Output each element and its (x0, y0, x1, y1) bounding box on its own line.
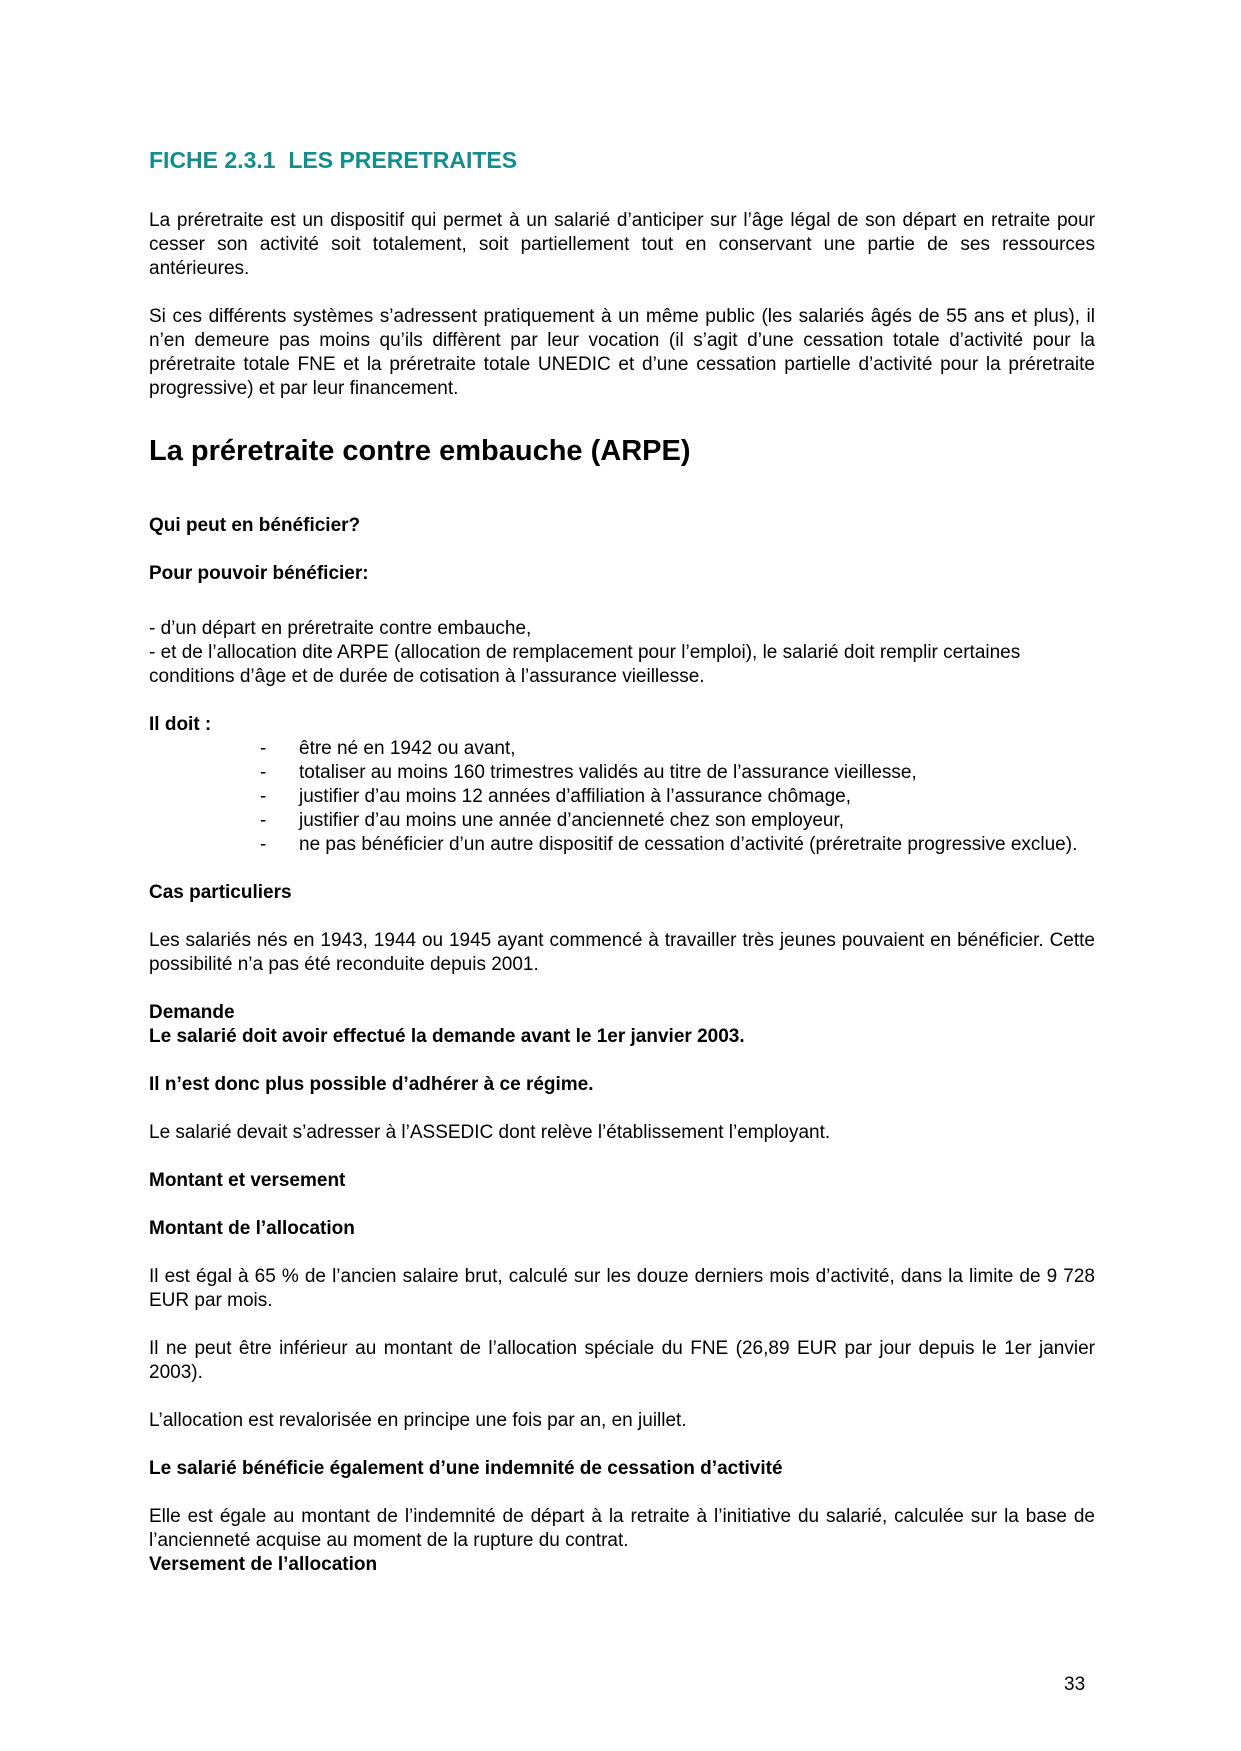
list-item (149, 737, 1095, 761)
fiche-title: FICHE 2.3.1 LES PRERETRAITES (149, 147, 518, 173)
list-item (149, 809, 1095, 833)
montant-text-2: Il ne peut être inférieur au montant de l’allocation spéciale du FNE (26,89 EUR par jour depuis le 1er janvier 2003). (149, 1338, 1095, 1383)
condition-line: - et de l’allocation dite ARPE (allocation de remplacement pour l’emploi), le salarié doit remplir certaines conditions d’âge et de durée de cotisation à l’assurance vieillesse. (149, 642, 1021, 687)
montant-text-3: L’allocation est revalorisée en principe une fois par an, en juillet. (149, 1410, 687, 1431)
montant-text-1: Il est égal à 65 % de l’ancien salaire brut, calculé sur les douze derniers mois d’activité, dans la limite de 9 728 EUR par mois. (149, 1266, 1095, 1311)
requirement-text: justifier d’au moins 12 années d’affiliation à l’assurance chômage, (299, 786, 852, 807)
intro-paragraph-1: La préretraite est un dispositif qui permet à un salarié d’anticiper sur l’âge légal de son départ en retraite pour cesser son activité soit totalement, soit partiellement tout en conservant une partie de ses ressources antérieures. (149, 210, 1095, 279)
bullet-dash: - (260, 762, 267, 783)
requirement-text: être né en 1942 ou avant, (299, 738, 516, 759)
condition-line: - d’un départ en préretraite contre embauche, (149, 618, 532, 639)
cas-particuliers-heading: Cas particuliers (149, 882, 292, 903)
list-item (149, 833, 1095, 857)
plus-possible-text: Il n’est donc plus possible d’adhérer à ce régime. (149, 1074, 594, 1095)
versement-allocation-heading: Versement de l’allocation (149, 1554, 378, 1575)
intro-paragraph-2: Si ces différents systèmes s’adressent pratiquement à un même public (les salariés âgés de 55 ans et plus), il n’en demeure pas moins qu’ils diffèrent par leur vocation (il s’agit d’une cessation totale d’activité pour la préretraite totale FNE et la préretraite totale UNEDIC et d’une cessation partielle d’activité pour la préretraite progressive) et par leur financement. (149, 306, 1095, 399)
requirement-text: totaliser au moins 160 trimestres validés au titre de l’assurance vieillesse, (299, 762, 917, 783)
qui-peut-heading: Qui peut en bénéficier? (149, 515, 361, 536)
montant-allocation-heading: Montant de l’allocation (149, 1218, 355, 1239)
requirement-text: ne pas bénéficier d’un autre dispositif de cessation d’activité (préretraite progressive exclue). (299, 834, 1078, 855)
list-item (149, 761, 1095, 785)
montant-versement-heading: Montant et versement (149, 1170, 346, 1191)
bullet-dash: - (260, 786, 267, 807)
indemnite-heading: Le salarié bénéficie également d’une indemnité de cessation d’activité (149, 1458, 783, 1479)
demande-heading: Demande (149, 1002, 235, 1023)
bullet-dash: - (260, 738, 267, 759)
bullet-dash: - (260, 810, 267, 831)
indemnite-text: Elle est égale au montant de l’indemnité de départ à la retraite à l’initiative du salarié, calculée sur la base de l’ancienneté acquise au moment de la rupture du contrat. (149, 1506, 1095, 1551)
pour-pouvoir-heading: Pour pouvoir bénéficier: (149, 563, 369, 584)
requirement-text: justifier d’au moins une année d’ancienneté chez son employeur, (299, 810, 845, 831)
page-number: 33 (1064, 1674, 1086, 1695)
list-item (149, 785, 1095, 809)
section-title: La préretraite contre embauche (ARPE) (149, 435, 691, 467)
cas-particuliers-text: Les salariés nés en 1943, 1944 ou 1945 ayant commencé à travailler très jeunes pouvaient en bénéficier. Cette possibilité n’a pas été reconduite depuis 2001. (149, 930, 1095, 975)
assedic-text: Le salarié devait s’adresser à l’ASSEDIC dont relève l’établissement l’employant. (149, 1122, 831, 1143)
bullet-dash: - (260, 834, 267, 855)
demande-deadline: Le salarié doit avoir effectué la demande avant le 1er janvier 2003. (149, 1026, 745, 1047)
il-doit-heading: Il doit : (149, 714, 212, 735)
conditions-text (149, 617, 1095, 689)
requirements-list (149, 737, 1095, 857)
